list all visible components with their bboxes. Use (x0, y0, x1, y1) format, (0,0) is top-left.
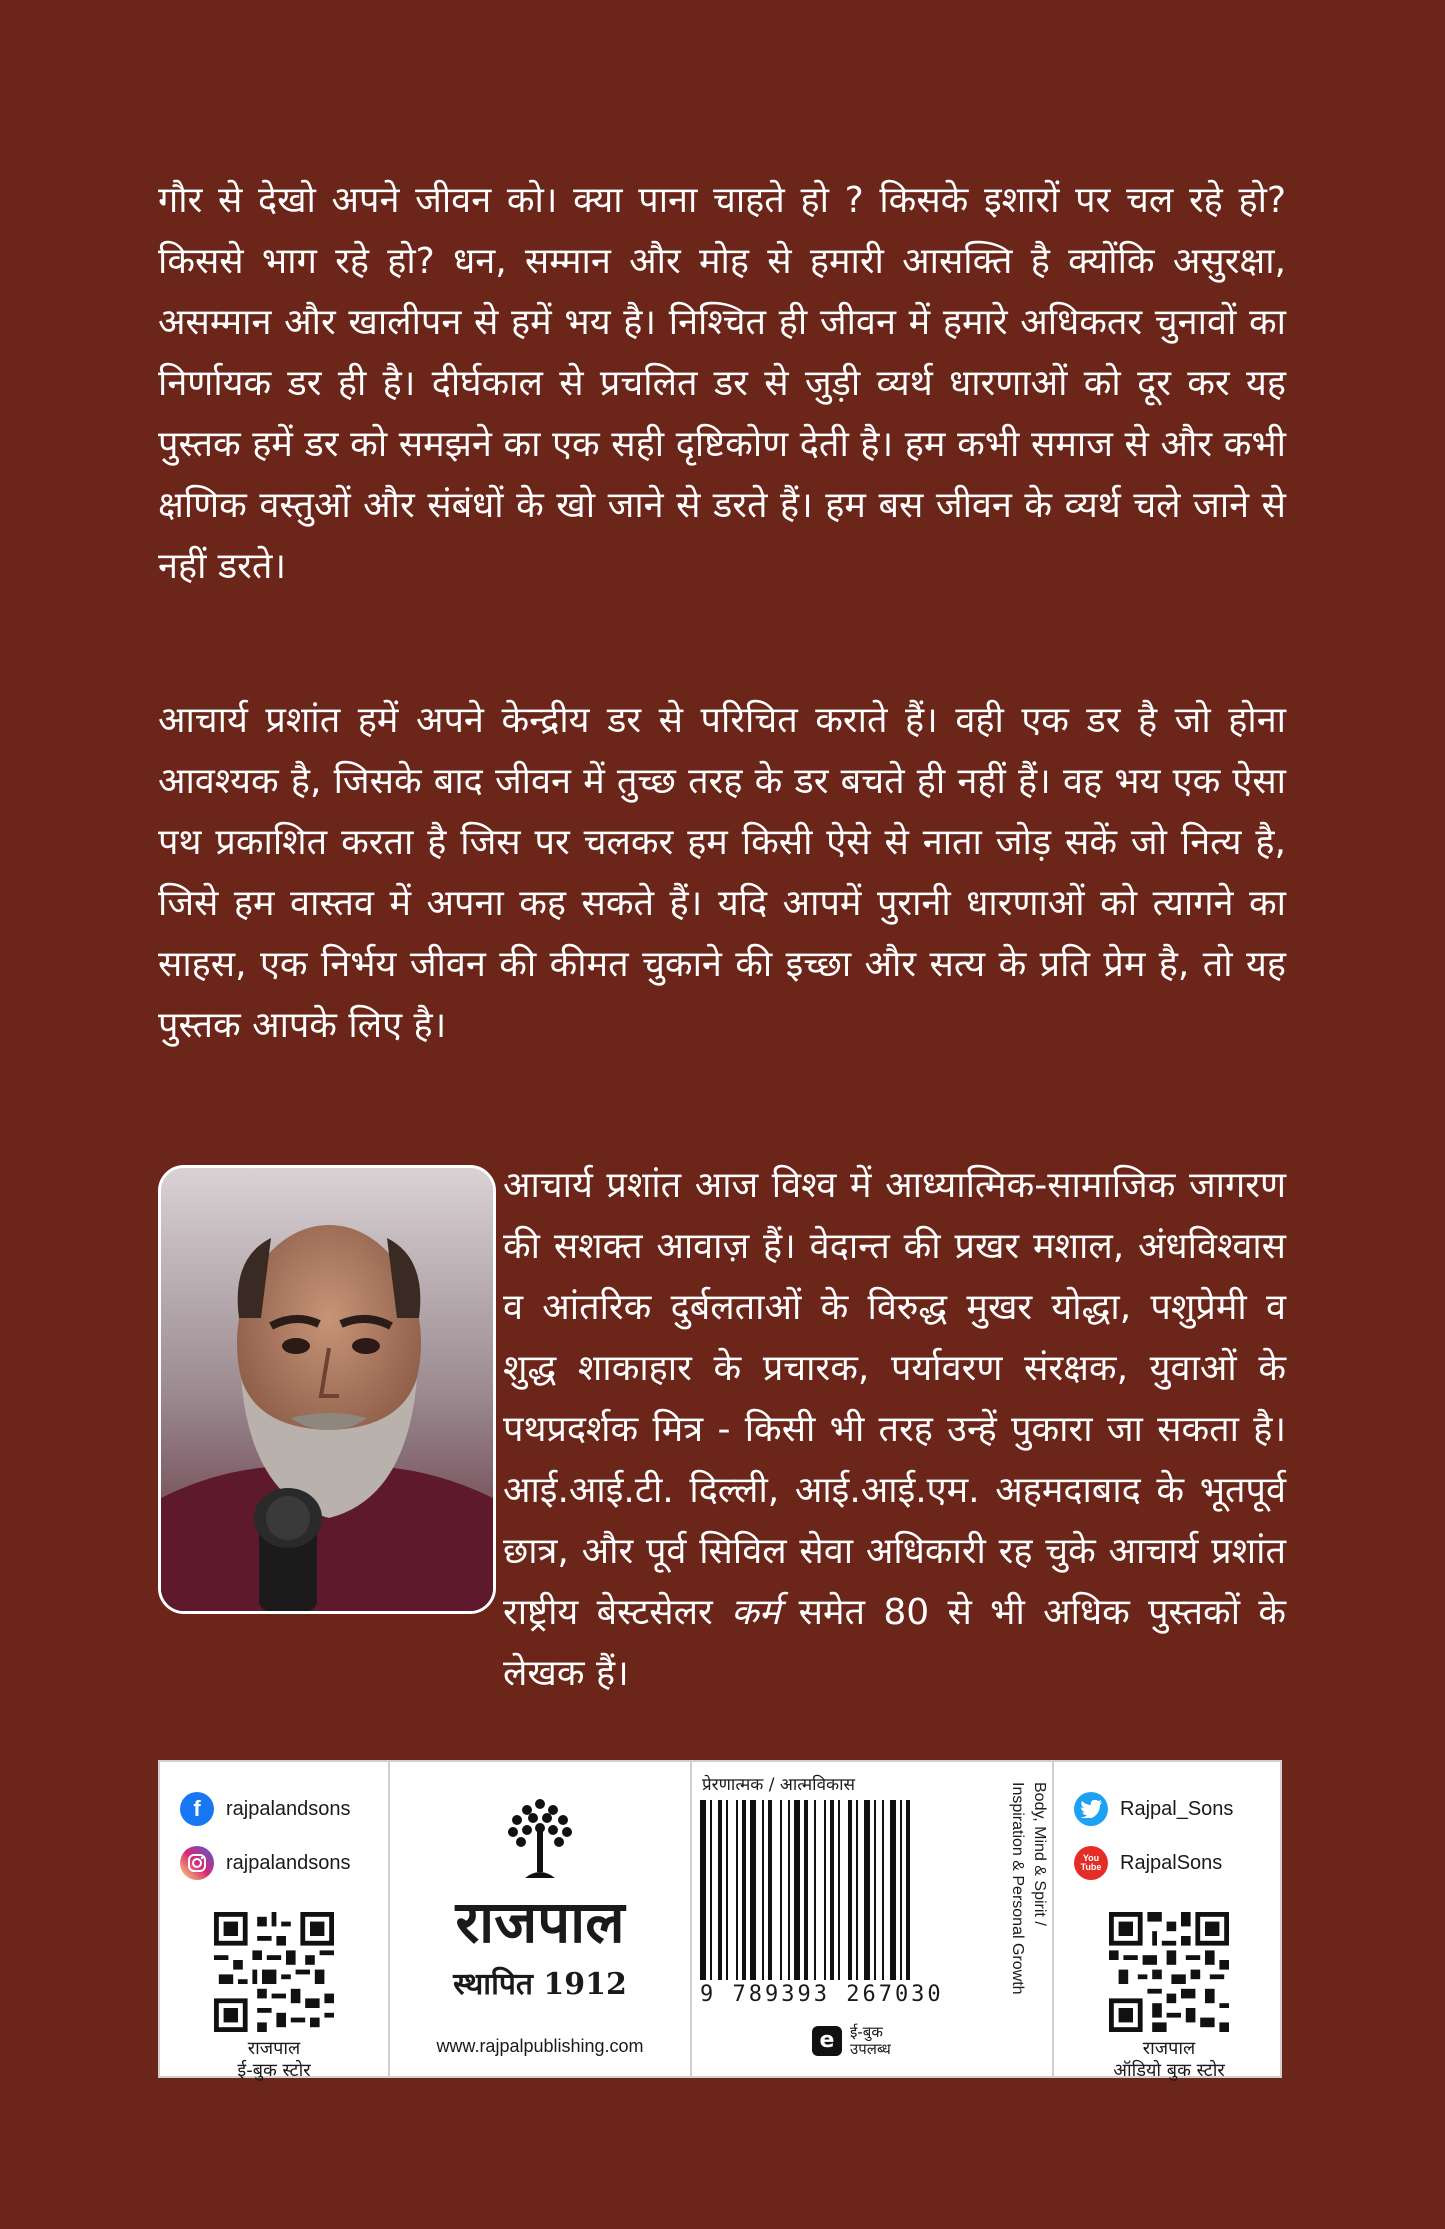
barcode-bar (830, 1800, 834, 1980)
youtube-icon: You Tube (1074, 1846, 1108, 1880)
audiobook-store-caption-line1: राजपाल (1142, 2038, 1196, 2059)
barcode-bar (900, 1800, 902, 1980)
ebook-available (812, 2024, 891, 2058)
publisher-logo-section (390, 1762, 692, 2076)
barcode-bar (882, 1800, 884, 1980)
ebook-store-caption-line2: ई-बुक स्टोर (237, 2060, 311, 2081)
barcode-bar (890, 1800, 896, 1980)
barcode-bar (838, 1800, 840, 1980)
audiobook-store-caption (1054, 2038, 1284, 2082)
barcode-bar (742, 1800, 746, 1980)
ebook-store-caption (160, 2038, 388, 2082)
barcode-bar (788, 1800, 790, 1980)
author-bio-text: आचार्य प्रशांत आज विश्व में आध्यात्मिक-सामाजिक जागरण की सशक्त आवाज़ हैं। वेदान्त की प्रखर मशाल, अंधविश्वास व आंतरिक दुर्बलताओं के विरुद्ध मुखर योद्धा, पशुप्रेमी व शुद्ध शाकाहार के प्रचारक, पर्यावरण संरक्षक, युवाओं के पथप्रदर्शक मित्र - किसी भी तरह उन्हें पुकारा जा सकता है। आई.आई.टी. दिल्ली, आई.आई.एम. अहमदाबाद के भूतपूर्व छात्र, और पूर्व सिविल सेवा अधिकारी रह चुके आचार्य प्रशांत राष्ट्रीय बेस्टसेलर (503, 1165, 1286, 1633)
ebook-icon: e (812, 2026, 842, 2056)
publisher-info-panel (158, 1760, 1282, 2081)
barcode-bar (804, 1800, 808, 1980)
barcode-bar (718, 1800, 722, 1980)
instagram-link[interactable] (180, 1846, 351, 1880)
barcode-bar (768, 1800, 772, 1980)
barcode-bar (710, 1800, 712, 1980)
barcode-bar (824, 1800, 826, 1980)
ebook-label-line2: उपलब्ध (850, 2040, 891, 2058)
youtube-link[interactable] (1074, 1846, 1222, 1880)
isbn-number: 9 789393 267030 (700, 1982, 944, 2007)
barcode-bar (700, 1800, 706, 1980)
ebook-store-qr-code[interactable] (214, 1912, 334, 2032)
publisher-name: राजपाल (455, 1888, 625, 1956)
barcode-bar (848, 1800, 852, 1980)
barcode-bar (780, 1800, 782, 1980)
publisher-established: स्थापित 1912 (453, 1967, 627, 2002)
author-photo (158, 1165, 496, 1614)
barcode-bar (864, 1800, 870, 1980)
barcode-bar (906, 1800, 910, 1980)
barcode-bar (814, 1800, 816, 1980)
barcode-bar (874, 1800, 876, 1980)
facebook-icon: f (180, 1792, 214, 1826)
twitter-link[interactable] (1074, 1792, 1233, 1826)
facebook-link[interactable] (180, 1792, 351, 1826)
barcode-bar (856, 1800, 858, 1980)
twitter-handle: Rajpal_Sons (1120, 1797, 1234, 1820)
isbn-barcode (700, 1800, 980, 1980)
publisher-website[interactable]: www.rajpalpublishing.com (436, 2036, 644, 2056)
social-section-left (160, 1762, 390, 2081)
barcode-bar (762, 1800, 764, 1980)
youtube-handle: RajpalSons (1120, 1851, 1223, 1874)
tree-logo-icon (505, 1792, 575, 1882)
facebook-handle: rajpalandsons (226, 1797, 351, 1820)
instagram-icon (180, 1846, 214, 1880)
description-paragraph-2: आचार्य प्रशांत हमें अपने केन्द्रीय डर से परिचित कराते हैं। वही एक डर है जो होना आवश्यक है, जिसके बाद जीवन में तुच्छ तरह के डर बचते ही नहीं हैं। वह भय एक ऐसा पथ प्रकाशित करता है जिस पर चलकर हम किसी ऐसे से नाता जोड़ सकें जो नित्य है, जिसे हम वास्तव में अपना कह सकते हैं। यदि आपमें पुरानी धारणाओं को त्यागने का साहस, एक निर्भय जीवन की कीमत चुकाने की इच्छा और सत्य के प्रति प्रेम है, तो यह पुस्तक आपके लिए है। (158, 700, 1286, 1046)
barcode-bar (750, 1800, 756, 1980)
book-title-karma: कर्म (731, 1592, 781, 1633)
barcode-section (692, 1762, 1050, 2076)
category-hindi: प्रेरणात्मक / आत्मविकास (702, 1775, 855, 1795)
description-paragraph-1: गौर से देखो अपने जीवन को। क्या पाना चाहते हो ? किसके इशारों पर चल रहे हो? किससे भाग रहे हो? धन, सम्मान और मोह से हमारी आसक्ति है क्योंकि असुरक्षा, असम्मान और खालीपन से हमें भय है। निश्चित ही जीवन में हमारे अधिकतर चुनावों का निर्णायक डर ही है। दीर्घकाल से प्रचलित डर से जुड़ी व्यर्थ धारणाओं को दूर कर यह पुस्तक हमें डर को समझने का एक सही दृष्टिकोण देती है। हम कभी समाज से और कभी क्षणिक वस्तुओं और संबंधों के खो जाने से डरते हैं। हम बस जीवन के व्यर्थ चले जाने से नहीं डरते। (158, 180, 1286, 587)
category-english-line2: Inspiration & Personal Growth (1009, 1782, 1026, 1995)
barcode-bar (726, 1800, 728, 1980)
author-portrait-illustration (161, 1168, 493, 1611)
audiobook-store-qr-code[interactable] (1109, 1912, 1229, 2032)
instagram-handle: rajpalandsons (226, 1851, 351, 1874)
audiobook-store-caption-line2: ऑडियो बुक स्टोर (1113, 2060, 1225, 2081)
twitter-icon (1074, 1792, 1108, 1826)
social-section-right (1052, 1762, 1284, 2081)
barcode-bar (736, 1800, 738, 1980)
category-english-line1: Body, Mind & Spirit / (1031, 1782, 1048, 1926)
ebook-label-line1: ई-बुक (850, 2023, 883, 2041)
category-english (1009, 1782, 1050, 2042)
author-bio-text-end: समेत 80 से भी अधिक पुस्तकों के लेखक हैं। (503, 1592, 1286, 1694)
barcode-bar (794, 1800, 800, 1980)
ebook-store-caption-line1: राजपाल (247, 2038, 301, 2059)
